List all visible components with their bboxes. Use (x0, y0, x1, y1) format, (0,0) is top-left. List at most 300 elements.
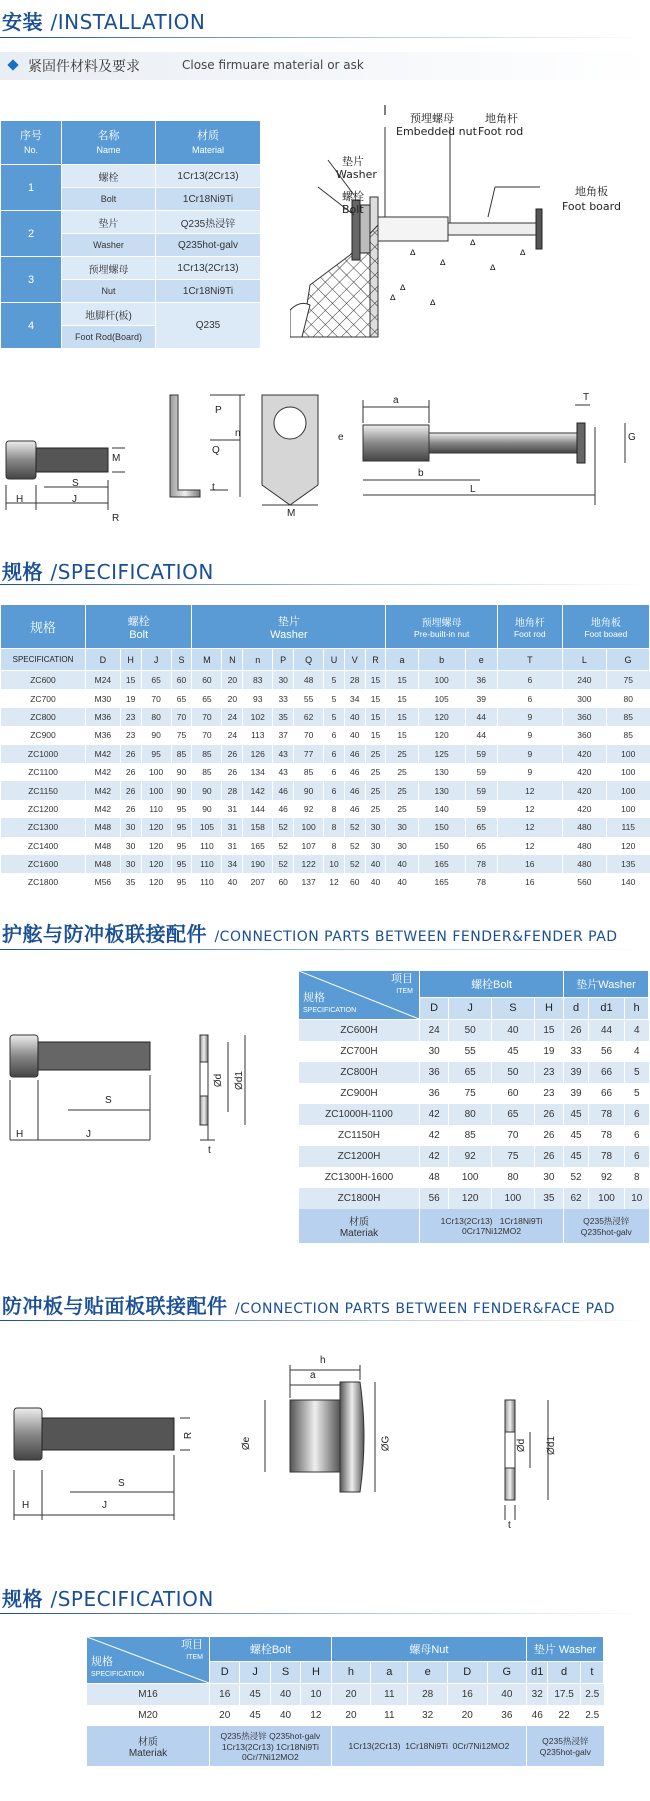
table-cell: 15 (365, 671, 386, 690)
table-cell: 52 (273, 818, 294, 836)
table-cell: 19 (534, 1041, 563, 1062)
table-cell: 190 (243, 855, 273, 873)
table-cell: 165 (243, 837, 273, 855)
table-cell: 30 (386, 837, 418, 855)
dim-s: S (118, 1478, 125, 1489)
table-cell: 40 (386, 873, 418, 891)
column-header: D (420, 997, 449, 1019)
row-spec: ZC1000 (1, 745, 86, 763)
table-cell: 65 (449, 1062, 492, 1083)
table-cell: 8 (625, 1167, 649, 1188)
table-cell: 23 (120, 708, 141, 726)
table-cell: 36 (465, 671, 497, 690)
table-cell: 60 (171, 671, 192, 690)
table-cell: 40 (344, 726, 365, 744)
table-row (299, 1146, 649, 1167)
col-material: 材质 Material (156, 121, 261, 165)
dim-g: G (628, 432, 636, 443)
table-cell: 48 (294, 671, 324, 690)
row-spec: ZC700 (1, 689, 86, 707)
installation-diagram (290, 105, 650, 345)
dim-a: a (310, 1370, 316, 1381)
column-header: d (548, 1661, 581, 1683)
row-spec: ZC900 (1, 726, 86, 744)
table-cell: 110 (141, 800, 171, 818)
table-cell: 12 (497, 837, 562, 855)
washer-group-header: 垫片Washer (564, 971, 649, 998)
table-row (1, 745, 650, 763)
column-header: e (408, 1661, 448, 1683)
table-cell: 70 (492, 1125, 535, 1146)
table-cell: 42 (420, 1125, 449, 1146)
table-cell: 115 (607, 818, 650, 836)
table-cell: 25 (365, 781, 386, 799)
table-cell: 420 (562, 763, 606, 781)
row-no: 3 (1, 257, 62, 303)
table-cell: 42 (420, 1104, 449, 1125)
subheader-cn: 紧固件材料及要求 (28, 59, 140, 75)
table-cell: 65 (492, 1104, 535, 1125)
table-cell: 300 (562, 689, 606, 707)
table-cell: 40 (492, 1020, 535, 1042)
table-cell: 16 (497, 855, 562, 873)
table-row (1, 818, 650, 836)
column-header: b (418, 649, 465, 671)
table-cell: 100 (449, 1167, 492, 1188)
table-cell: 92 (588, 1167, 624, 1188)
table-cell: 6 (497, 671, 562, 690)
table-cell: 420 (562, 781, 606, 799)
dim-t-plate: T (583, 392, 590, 403)
table-cell: 9 (497, 763, 562, 781)
label-washer-en: Washer (336, 168, 377, 181)
table-cell: 25 (386, 745, 418, 763)
table-cell: 45 (240, 1684, 270, 1706)
group-bolt: 螺栓 Bolt (86, 605, 192, 649)
column-header: N (222, 649, 243, 671)
table-cell: 44 (465, 708, 497, 726)
table-cell: 26 (222, 745, 243, 763)
dim-l: L (470, 484, 476, 495)
table-cell: 5 (625, 1062, 649, 1083)
table-cell: M42 (86, 745, 121, 763)
table-cell: M42 (86, 763, 121, 781)
table-cell: 55 (449, 1041, 492, 1062)
table-cell: 85 (607, 708, 650, 726)
table-row (299, 1104, 649, 1125)
table-cell: 100 (141, 781, 171, 799)
table-cell: 12 (497, 781, 562, 799)
column-header: J (240, 1661, 270, 1683)
washer-material: Q235热浸锌 Q235hot-galv (527, 1726, 604, 1766)
table-cell: 59 (465, 800, 497, 818)
column-header: d1 (588, 997, 624, 1019)
table-cell: 75 (171, 726, 192, 744)
table-cell: 31 (222, 837, 243, 855)
table-cell: 137 (294, 873, 324, 891)
group-spec: 规格 (1, 605, 86, 649)
specification-table (0, 604, 650, 892)
column-header: t (580, 1661, 603, 1683)
table-cell: 20 (222, 689, 243, 707)
table-cell: 45 (564, 1125, 589, 1146)
row-no: 1 (1, 165, 62, 211)
table-cell: M48 (86, 837, 121, 855)
table-cell: 102 (243, 708, 273, 726)
table-cell: 90 (171, 763, 192, 781)
table-cell: 65 (465, 818, 497, 836)
specification-title-2: 规格 /SPECIFICATION (2, 1587, 214, 1611)
column-header: H (301, 1661, 331, 1683)
dim-b: b (418, 468, 424, 479)
table-row (1, 671, 650, 690)
table-cell: 24 (420, 1020, 449, 1042)
table-cell: 65 (192, 689, 222, 707)
face-pad-table (86, 1636, 604, 1766)
dim-fai-g: ØG (380, 1435, 392, 1452)
table-row (299, 1083, 649, 1104)
table-cell: 56 (420, 1188, 449, 1209)
table-cell: 62 (564, 1188, 589, 1209)
washer-group-header: 垫片 Washer (527, 1637, 604, 1662)
table-cell: 130 (418, 763, 465, 781)
diamond-bullet-icon (7, 59, 18, 70)
row-spec: M16 (87, 1684, 210, 1706)
table-cell: 28 (344, 671, 365, 690)
table-cell: 85 (607, 726, 650, 744)
table-cell: 45 (240, 1705, 270, 1726)
table-cell: 85 (294, 763, 324, 781)
table-cell: 17.5 (548, 1684, 581, 1706)
table-cell: 70 (192, 726, 222, 744)
table-cell: 420 (562, 800, 606, 818)
table-cell: 56 (588, 1041, 624, 1062)
subheader-en: Close firmuare material or ask (182, 58, 364, 72)
title-divider (0, 1320, 650, 1321)
table-cell: 120 (141, 855, 171, 873)
group-foot-rod: 地角杆 Foot rod (497, 605, 562, 649)
table-cell: 40 (365, 873, 386, 891)
name-cn: 地脚杆(板) (62, 303, 156, 326)
table-cell: 25 (365, 800, 386, 818)
table-cell: 52 (564, 1167, 589, 1188)
table-cell: 110 (192, 855, 222, 873)
dim-fai-d: Ød (213, 1073, 225, 1088)
column-header: d (564, 997, 589, 1019)
table-cell: 90 (141, 726, 171, 744)
material-1: Q235 (156, 303, 261, 349)
table-cell: 120 (418, 708, 465, 726)
svg-text:ᐃ: ᐃ (400, 283, 406, 292)
table-cell: 93 (243, 689, 273, 707)
table-cell: 90 (192, 800, 222, 818)
column-header: J (141, 649, 171, 671)
table-cell: 78 (588, 1125, 624, 1146)
table-cell: 113 (243, 726, 273, 744)
table-cell: 10 (301, 1684, 331, 1706)
table-cell: 26 (534, 1146, 563, 1167)
column-header: M (192, 649, 222, 671)
table-cell: 44 (588, 1020, 624, 1042)
table-cell: 40 (222, 873, 243, 891)
table-row (299, 1125, 649, 1146)
table-cell: 43 (273, 763, 294, 781)
table-row (1, 837, 650, 855)
table-cell: 75 (492, 1146, 535, 1167)
svg-text:ᐃ: ᐃ (410, 248, 416, 257)
table-cell: 95 (141, 745, 171, 763)
table-cell: 8 (324, 800, 345, 818)
table-cell: 100 (607, 800, 650, 818)
material-1: Q235热浸锌 (156, 211, 261, 234)
table-cell: 34 (222, 855, 243, 873)
nut-material: 1Cr13(2Cr13) 1Cr18Ni9Ti 0Cr/7Ni12MO2 (331, 1726, 526, 1766)
dim-s: S (105, 1095, 112, 1106)
table-cell: 66 (588, 1062, 624, 1083)
dim-r: R (112, 513, 120, 524)
row-spec: ZC1800H (299, 1188, 420, 1209)
table-row (1, 763, 650, 781)
row-spec: ZC1800 (1, 873, 86, 891)
table-cell: M36 (86, 708, 121, 726)
name-en: Foot Rod(Board) (62, 326, 156, 349)
table-cell: 90 (294, 781, 324, 799)
table-cell: 30 (365, 837, 386, 855)
column-header: Q (294, 649, 324, 671)
table-cell: 158 (243, 818, 273, 836)
table-cell: 92 (294, 800, 324, 818)
group-foot-board: 地角板 Foot boaed (562, 605, 649, 649)
table-cell: 78 (588, 1146, 624, 1167)
table-row (299, 1062, 649, 1083)
table-cell: 33 (564, 1041, 589, 1062)
dim-t: t (208, 1145, 211, 1156)
dim-fai-e: Øe (241, 1436, 253, 1451)
table-cell: M30 (86, 689, 121, 707)
table-cell: 480 (562, 818, 606, 836)
table-cell: 15 (386, 708, 418, 726)
table-cell: 9 (497, 708, 562, 726)
column-header: G (487, 1661, 527, 1683)
table-cell: 85 (192, 745, 222, 763)
installation-title: 安装 /INSTALLATION (2, 10, 206, 34)
table-cell: 5 (324, 708, 345, 726)
table-cell: 100 (492, 1188, 535, 1209)
table-cell: 45 (492, 1041, 535, 1062)
table-cell: 20 (331, 1705, 371, 1726)
table-cell: 52 (273, 837, 294, 855)
table-cell: 26 (534, 1125, 563, 1146)
table-cell: 65 (465, 837, 497, 855)
table-cell: 35 (273, 708, 294, 726)
table-cell: 26 (120, 800, 141, 818)
specification-title: 规格 /SPECIFICATION (2, 560, 214, 584)
table-cell: 40 (270, 1684, 300, 1706)
table-cell: M36 (86, 726, 121, 744)
table-cell: 19 (120, 689, 141, 707)
column-header: U (324, 649, 345, 671)
table-cell: 46 (273, 800, 294, 818)
material-table (0, 120, 261, 349)
table-cell: 25 (365, 763, 386, 781)
table-cell: 120 (607, 837, 650, 855)
table-cell: 78 (588, 1104, 624, 1125)
table-cell: 30 (534, 1167, 563, 1188)
table-cell: 150 (418, 837, 465, 855)
dim-n-small: n (235, 428, 241, 439)
table-cell: 70 (192, 708, 222, 726)
table-row (1, 873, 650, 891)
column-header: D (447, 1661, 487, 1683)
table-cell: M42 (86, 781, 121, 799)
label-washer-cn: 垫片 (342, 155, 364, 168)
table-cell: 40 (386, 855, 418, 873)
table-cell: 360 (562, 708, 606, 726)
table-row (299, 1188, 649, 1209)
row-spec: ZC800 (1, 708, 86, 726)
dim-s: S (72, 478, 79, 489)
table-cell: 15 (386, 689, 418, 707)
name-en: Washer (62, 234, 156, 257)
table-cell: 6 (625, 1125, 649, 1146)
title-divider (0, 584, 650, 585)
table-cell: 32 (527, 1684, 548, 1706)
table-cell: 78 (465, 855, 497, 873)
row-spec: ZC600 (1, 671, 86, 690)
label-bolt-en: Bolt (342, 203, 364, 216)
table-cell: 36 (420, 1083, 449, 1104)
dim-j: J (102, 1500, 107, 1511)
table-cell: 75 (607, 671, 650, 690)
table-cell: 95 (171, 800, 192, 818)
table-cell: 10 (625, 1188, 649, 1209)
dim-fai-d: Ød (516, 1438, 528, 1453)
table-cell: 70 (294, 726, 324, 744)
table-cell: M48 (86, 818, 121, 836)
svg-text:ᐃ: ᐃ (520, 248, 526, 257)
table-cell: 33 (273, 689, 294, 707)
table-cell: 207 (243, 873, 273, 891)
table-cell: 52 (344, 855, 365, 873)
corner-header: 项目 ITEM 规格 SPECIFICATION (299, 971, 420, 1020)
table-cell: 11 (371, 1684, 408, 1706)
table-cell: 140 (607, 873, 650, 891)
table-cell: 43 (273, 745, 294, 763)
table-cell: 110 (192, 873, 222, 891)
column-header: h (331, 1661, 371, 1683)
table-cell: 4 (625, 1041, 649, 1062)
table-cell: 66 (588, 1083, 624, 1104)
dim-j: J (72, 494, 77, 505)
corner-header: 项目 ITEM 规格 SPECIFICATION (87, 1637, 210, 1684)
table-cell: 75 (449, 1083, 492, 1104)
table-cell: 105 (418, 689, 465, 707)
column-header: D (210, 1661, 240, 1683)
name-en: Nut (62, 280, 156, 303)
table-cell: 95 (171, 837, 192, 855)
table-cell: 120 (418, 726, 465, 744)
column-header: S (492, 997, 535, 1019)
table-cell: 85 (449, 1125, 492, 1146)
table-cell: 45 (564, 1104, 589, 1125)
row-spec: ZC1000H-1100 (299, 1104, 420, 1125)
table-cell: 6 (497, 689, 562, 707)
table-cell: 26 (222, 763, 243, 781)
table-cell: 120 (141, 837, 171, 855)
face-pad-title: 防冲板与贴面板联接配件 /CONNECTION PARTS BETWEEN FENDER&FACE PAD (2, 1294, 616, 1318)
table-cell: 15 (365, 689, 386, 707)
table-cell: 95 (171, 818, 192, 836)
table-cell: 70 (171, 708, 192, 726)
table-cell: 144 (243, 800, 273, 818)
table-cell: 142 (243, 781, 273, 799)
fender-bolt-drawing (0, 1020, 290, 1155)
table-cell: 24 (222, 726, 243, 744)
material-1: 1Cr13(2Cr13) (156, 257, 261, 280)
label-foot-board-en: Foot board (562, 200, 621, 213)
table-cell: 6 (324, 781, 345, 799)
table-cell: 120 (449, 1188, 492, 1209)
table-cell: 95 (171, 855, 192, 873)
table-cell: 95 (171, 873, 192, 891)
nut-group-header: 螺母Nut (331, 1637, 526, 1662)
material-1: 1Cr13(2Cr13) (156, 165, 261, 188)
table-row (299, 1041, 649, 1062)
table-cell: 90 (192, 781, 222, 799)
column-header: L (562, 649, 606, 671)
table-cell: 100 (294, 818, 324, 836)
table-cell: 48 (420, 1167, 449, 1188)
table-cell: 44 (465, 726, 497, 744)
table-cell: 46 (527, 1705, 548, 1726)
name-cn: 预埋螺母 (62, 257, 156, 280)
table-cell: 15 (365, 726, 386, 744)
table-row (299, 1167, 649, 1188)
table-cell: 6 (324, 726, 345, 744)
table-cell: 126 (243, 745, 273, 763)
table-cell: 37 (273, 726, 294, 744)
table-cell: 150 (418, 818, 465, 836)
svg-text:ᐃ: ᐃ (470, 238, 476, 247)
table-cell: 6 (324, 763, 345, 781)
table-cell: 420 (562, 745, 606, 763)
table-cell: 85 (192, 763, 222, 781)
dim-fai-d1: Ød1 (545, 1436, 557, 1455)
bolt-material: 1Cr13(2Cr13) 1Cr18Ni9Ti 0Cr17Ni12MO2 (420, 1209, 564, 1243)
fender-connection-table (298, 970, 649, 1243)
table-cell: 52 (344, 818, 365, 836)
table-cell: 6 (324, 745, 345, 763)
table-cell: 2.5 (580, 1705, 603, 1726)
label-foot-board-cn: 地角板 (575, 185, 608, 198)
table-cell: 40 (344, 708, 365, 726)
name-cn: 垫片 (62, 211, 156, 234)
table-row (1, 800, 650, 818)
table-cell: 100 (607, 763, 650, 781)
table-cell: 25 (386, 800, 418, 818)
table-cell: 36 (420, 1062, 449, 1083)
dim-t: t (212, 482, 215, 493)
table-cell: 85 (171, 745, 192, 763)
table-cell: 62 (294, 708, 324, 726)
column-header: V (344, 649, 365, 671)
row-spec: ZC1600 (1, 855, 86, 873)
table-cell: 80 (141, 708, 171, 726)
table-cell: 110 (192, 837, 222, 855)
column-header: a (386, 649, 418, 671)
table-cell: 15 (120, 671, 141, 690)
column-header: J (449, 997, 492, 1019)
